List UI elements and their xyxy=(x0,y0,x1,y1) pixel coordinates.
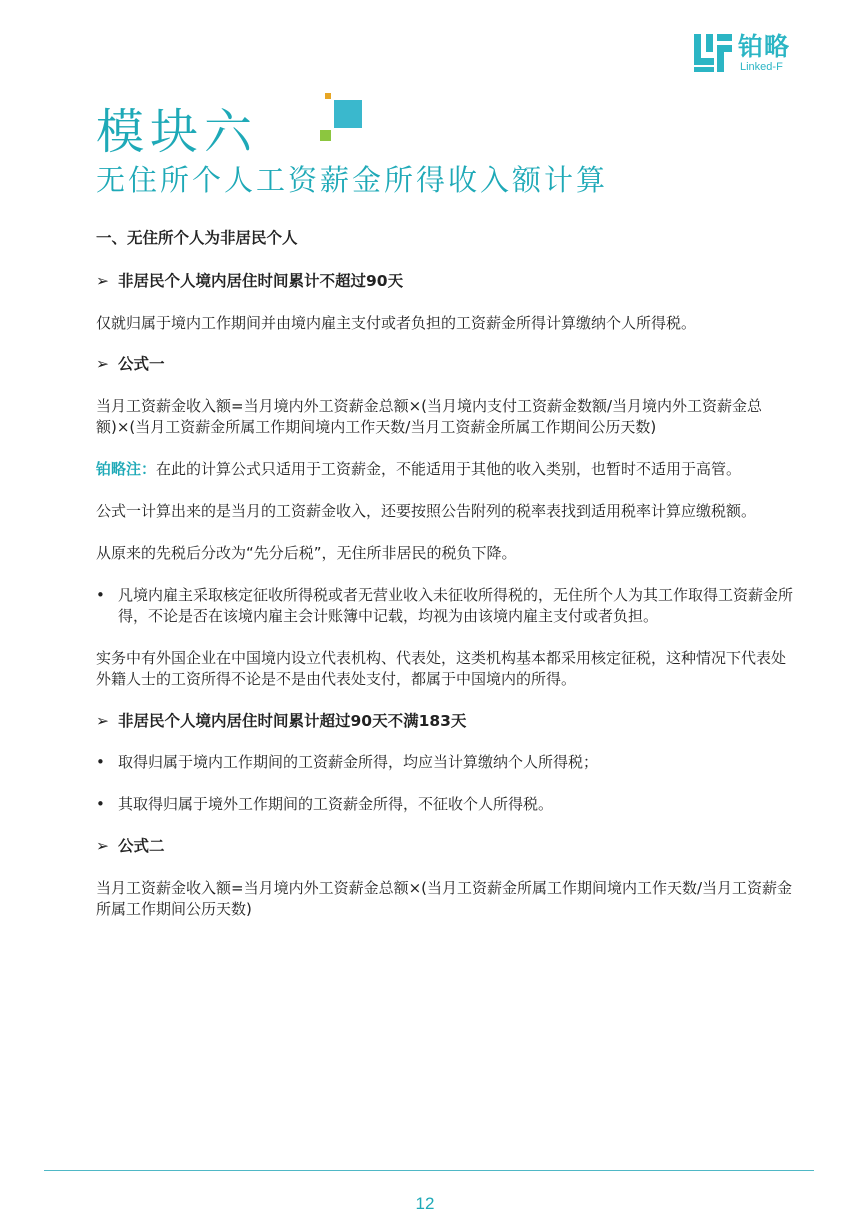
formula-one-text: 当月工资薪金收入额=当月境内外工资薪金总额×(当月境内支付工资薪金数额/当月境内外工资薪金总额)×(当月工资薪金所属工作期间境内工作天数/当月工资薪金所属工作期间公历天数) xyxy=(96,397,763,436)
paragraph: 仅就归属于境内工作期间并由境内雇主支付或者负担的工资薪金所得计算缴纳个人所得税。 xyxy=(96,314,697,332)
bullet-item xyxy=(96,752,796,773)
logo-english-text: Linked-F xyxy=(740,61,783,73)
arrow-bullet-icon: ➢ xyxy=(96,355,109,373)
paragraph: 从原来的先税后分改为“先分后税”，无住所非居民的税负下降。 xyxy=(96,544,517,562)
bullet-text: 其取得归属于境外工作期间的工资薪金所得，不征收个人所得税。 xyxy=(118,795,554,813)
bullet-item xyxy=(96,794,796,815)
bullet-dot-icon: • xyxy=(96,795,105,813)
formula-two-text: 当月工资薪金收入额=当月境内外工资薪金总额×(当月工资薪金所属工作期间境内工作天数/当月工资薪金所属工作期间公历天数) xyxy=(96,879,793,918)
decor-square-green xyxy=(320,130,331,141)
note-paragraph xyxy=(96,459,796,480)
page-number: 12 xyxy=(415,1194,435,1213)
module-title: 模块六 xyxy=(96,104,259,160)
logo-chinese-text: 铂略 xyxy=(738,32,791,61)
logo-mark-icon xyxy=(692,32,734,74)
footer-divider xyxy=(44,1170,814,1171)
arrow-bullet-icon: ➢ xyxy=(96,712,109,730)
formula-two-heading xyxy=(96,836,796,857)
note-text: 在此的计算公式只适用于工资薪金，不能适用于其他的收入类别，也暂时不适用于高管。 xyxy=(156,460,742,478)
bullet-text: 取得归属于境内工作期间的工资薪金所得，均应当计算缴纳个人所得税； xyxy=(118,753,599,771)
subsection-heading-text: 非居民个人境内居住时间累计不超过90天 xyxy=(118,272,404,290)
formula-heading-text: 公式一 xyxy=(118,355,165,373)
arrow-bullet-icon: ➢ xyxy=(96,837,109,855)
paragraph: 实务中有外国企业在中国境内设立代表机构、代表处，这类机构基本都采用核定征税，这种情况下代表处外籍人士的工资所得不论是不是由代表处支付，都属于中国境内的所得。 xyxy=(96,649,787,688)
brand-logo xyxy=(692,32,810,74)
paragraph: 公式一计算出来的是当月的工资薪金收入，还要按照公告附列的税率表找到适用税率计算应缴税额。 xyxy=(96,502,757,520)
subsection-heading-90-183-days xyxy=(96,711,796,732)
formula-heading-text: 公式二 xyxy=(118,837,165,855)
module-subtitle: 无住所个人工资薪金所得收入额计算 xyxy=(96,163,609,197)
subsection-heading-90-days xyxy=(96,271,796,292)
bullet-item xyxy=(96,585,796,627)
decor-square-orange xyxy=(325,93,331,99)
section-heading: 一、无住所个人为非居民个人 xyxy=(96,229,298,247)
bullet-dot-icon: • xyxy=(96,753,105,771)
note-label: 铂略注： xyxy=(96,460,157,478)
arrow-bullet-icon: ➢ xyxy=(96,272,109,290)
bullet-text: 凡境内雇主采取核定征收所得税或者无营业收入未征收所得税的，无住所个人为其工作取得工资薪金所得，不论是否在该境内雇主会计账簿中记载，均视为由该境内雇主支付或者负担。 xyxy=(118,586,794,625)
document-body xyxy=(96,228,796,920)
decor-square-teal xyxy=(334,100,362,128)
formula-one-heading xyxy=(96,354,796,375)
bullet-dot-icon: • xyxy=(96,586,105,604)
subsection-heading-text: 非居民个人境内居住时间累计超过90天不满183天 xyxy=(118,712,467,730)
